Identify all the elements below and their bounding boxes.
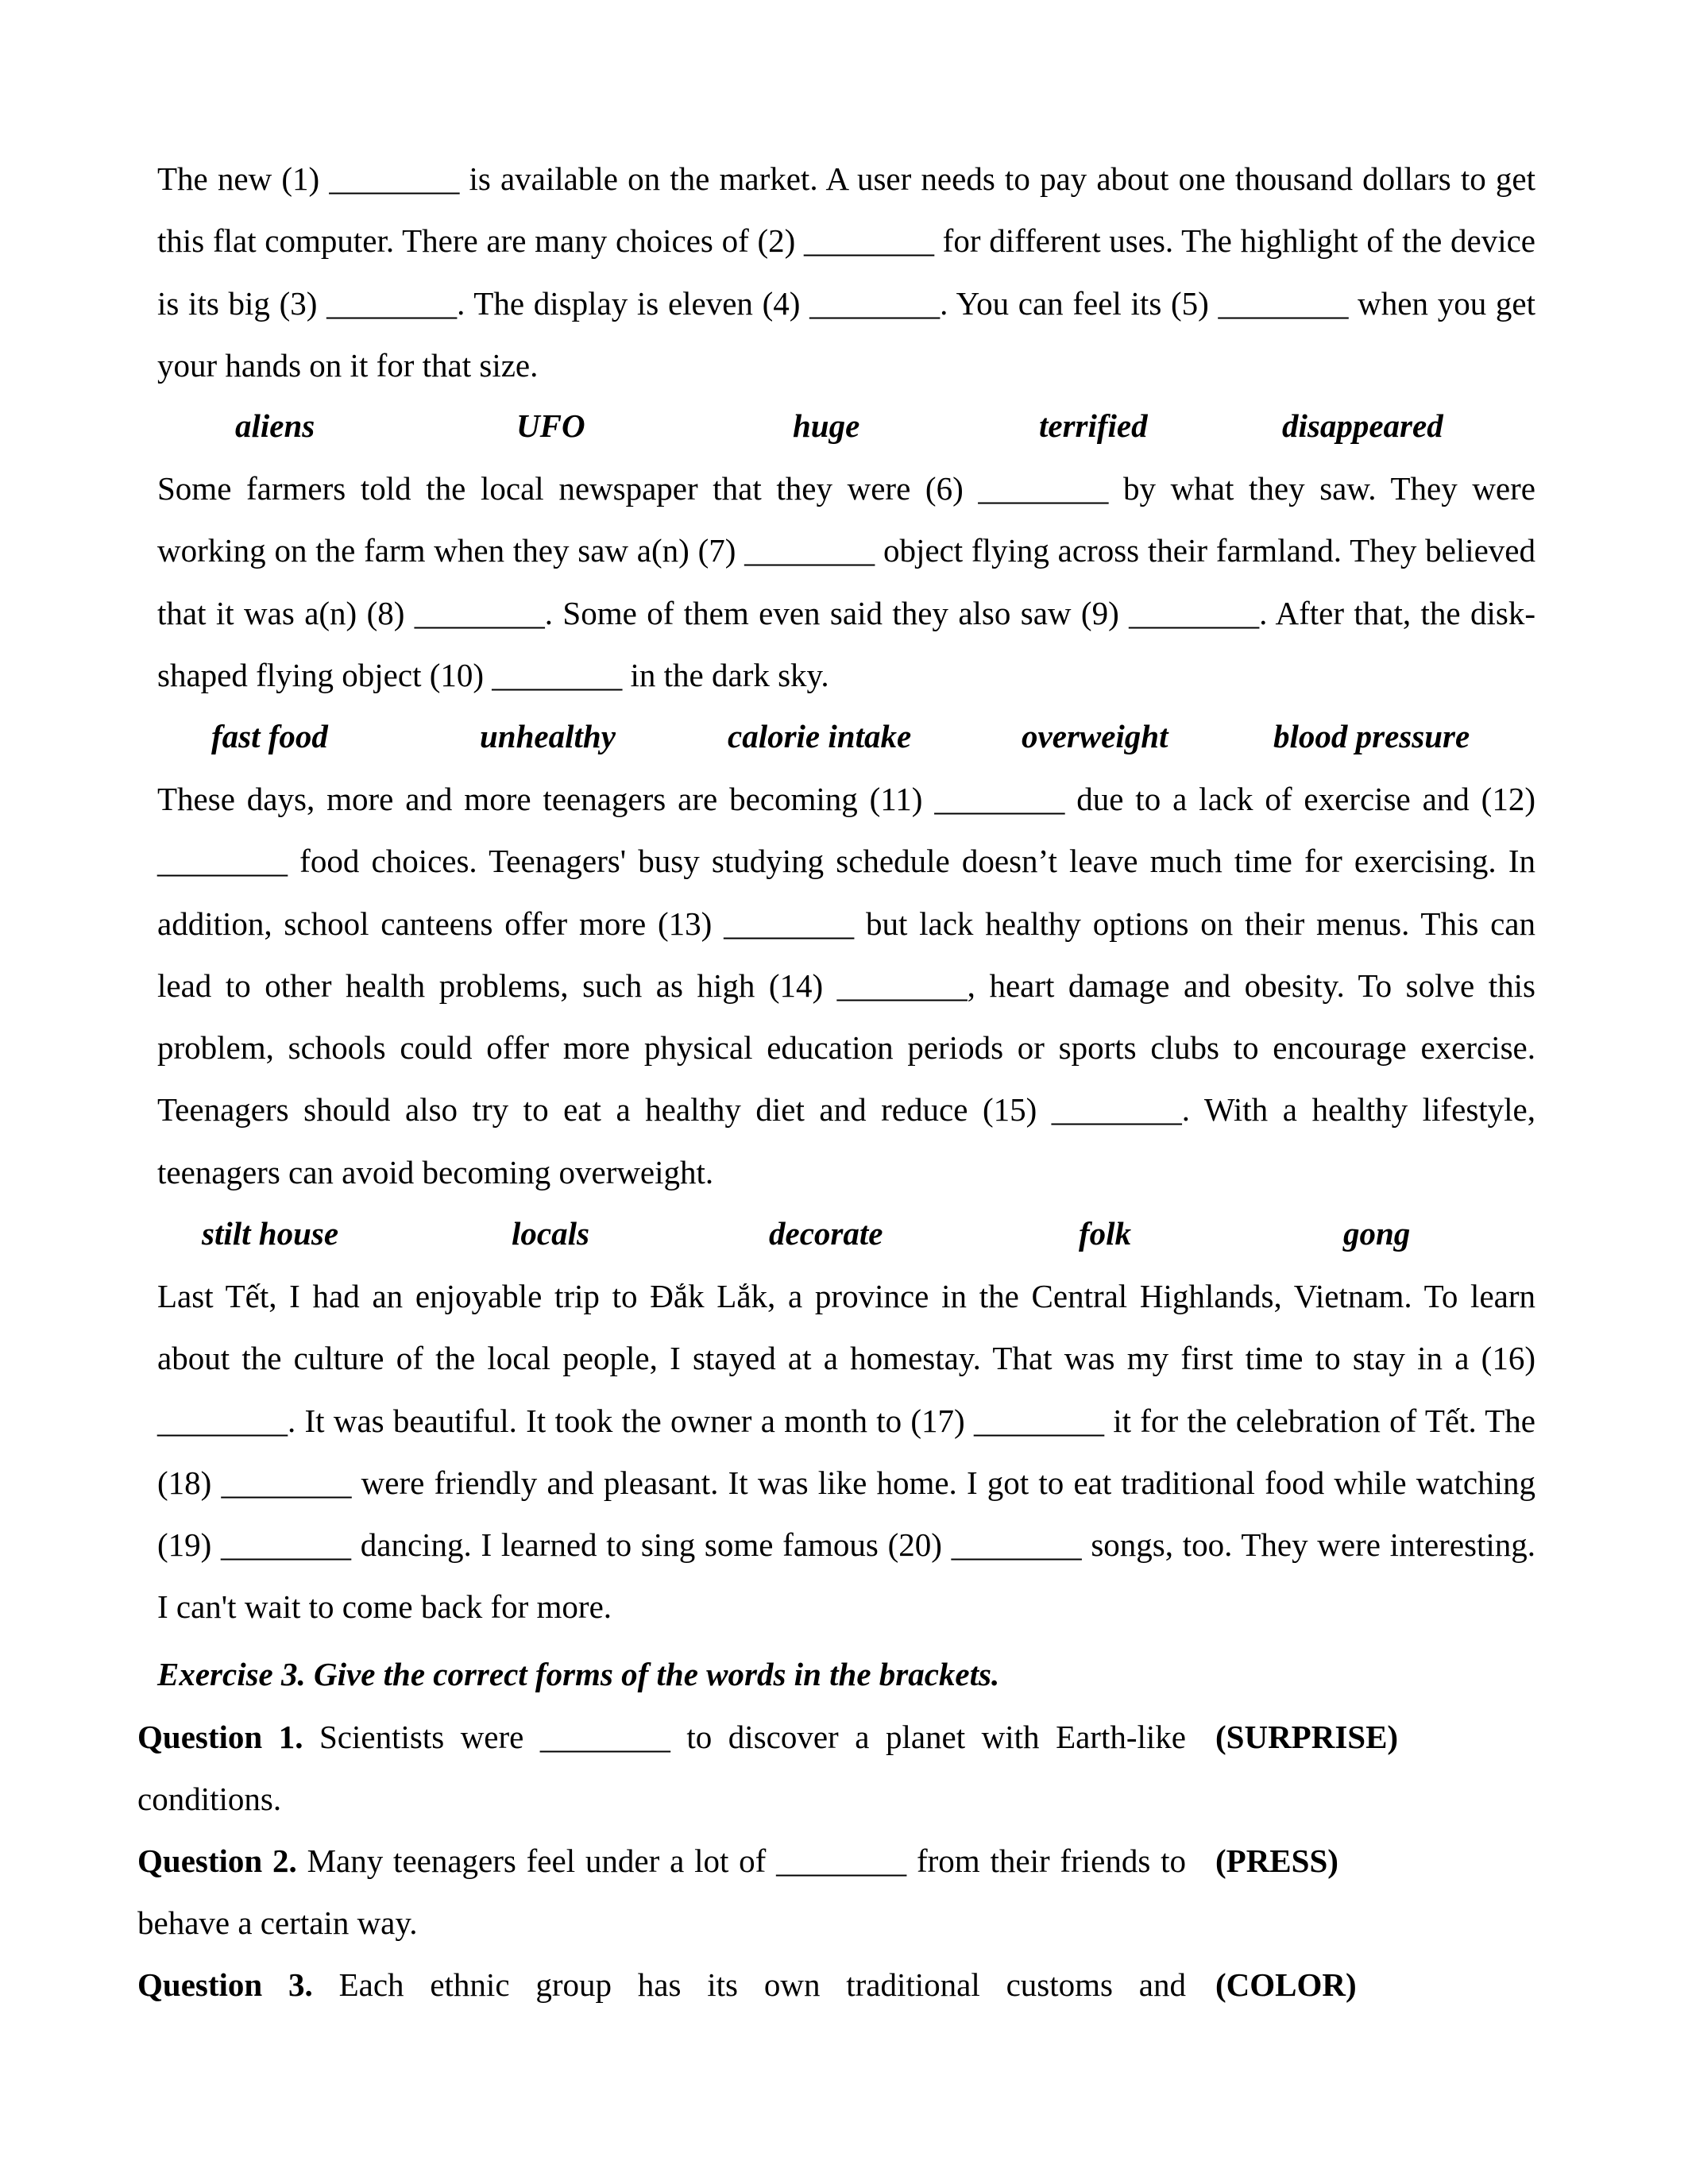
passage-2: Some farmers told the local newspaper that they were (6) ________ by what they saw. They were working on the farm when they saw a(n) (7) ________ object flying across their farmland. They believed that it was a(n) (8) ________. Some of them even said they also saw (9) ________. After that, the disk-shaped flying object (10) ________ in the dark sky. <box>157 470 1535 693</box>
word-box-item: disappeared <box>1282 407 1443 444</box>
word-hint: (COLOR) <box>1215 1966 1357 2003</box>
word-box-item: huge <box>793 407 860 444</box>
question-text: Scientists were ________ to discover a planet with Earth-like conditions. <box>137 1719 1186 1818</box>
question-text: Each ethnic group has its own traditional customs and <box>312 1966 1186 2003</box>
question-2 <box>137 1830 1186 1954</box>
word-box-item: stilt house <box>202 1215 339 1252</box>
word-hint: (SURPRISE) <box>1215 1719 1399 1755</box>
word-box-item: gong <box>1343 1215 1411 1252</box>
word-box-item: terrified <box>1039 407 1148 444</box>
word-box-item: calorie intake <box>728 718 912 754</box>
word-box-item: unhealthy <box>480 718 616 754</box>
word-box-2 <box>157 396 1535 457</box>
question-label: Question 3. <box>137 1966 313 2003</box>
word-hint: (PRESS) <box>1215 1843 1338 1879</box>
question-text: Many teenagers feel under a lot of ________ from their friends to behave a certain way. <box>137 1843 1186 1942</box>
word-box-item: overweight <box>1022 718 1168 754</box>
passage-3: These days, more and more teenagers are becoming (11) ________ due to a lack of exercise and (12) ________ food choices. Teenagers' busy studying schedule doesn’t leave much time for exercising. In addition, school canteens offer more (13) ________ but lack healthy options on their menus. This can lead to other health problems, such as high (14) ________, heart damage and obesity. To solve this problem, schools could offer more physical education periods or sports clubs to encourage exercise. Teenagers should also try to eat a healthy diet and reduce (15) ________. With a healthy lifestyle, teenagers can avoid becoming overweight. <box>157 781 1535 1190</box>
word-box-4 <box>157 1203 1535 1265</box>
question-1 <box>137 1706 1186 1831</box>
word-box-3 <box>157 706 1535 768</box>
word-box-item: aliens <box>235 407 315 444</box>
word-box-item: UFO <box>516 407 585 444</box>
passage-4: Last Tết, I had an enjoyable trip to Đắk Lắk, a province in the Central Highlands, Vietnam. To learn about the culture of the local people, I stayed at a homestay. That was my first time to stay in a (16) ________. It was beautiful. It took the owner a month to (17) ________ it for the celebration of Tết. The (18) ________ were friendly and pleasant. It was like home. I got to eat traditional food while watching (19) ________ dancing. I learned to sing some famous (20) ________ songs, too. They were interesting. I can't wait to come back for more. <box>157 1278 1535 1626</box>
passage-1: The new (1) ________ is available on the market. A user needs to pay about one thousand dollars to get this flat computer. There are many choices of (2) ________ for different uses. The highlight of the device is its big (3) ________. The display is eleven (4) ________. You can feel its (5) ________ when you get your hands on it for that size. <box>157 160 1535 384</box>
exercise-title: Exercise 3. Give the correct forms of the words in the brackets. <box>157 1656 1000 1692</box>
word-box-item: locals <box>512 1215 589 1252</box>
question-label: Question 1. <box>137 1719 303 1755</box>
word-box-item: folk <box>1079 1215 1132 1252</box>
question-label: Question 2. <box>137 1843 297 1879</box>
word-box-item: blood pressure <box>1273 718 1470 754</box>
question-3 <box>137 1954 1186 2016</box>
word-box-item: fast food <box>211 718 328 754</box>
word-box-item: decorate <box>769 1215 883 1252</box>
